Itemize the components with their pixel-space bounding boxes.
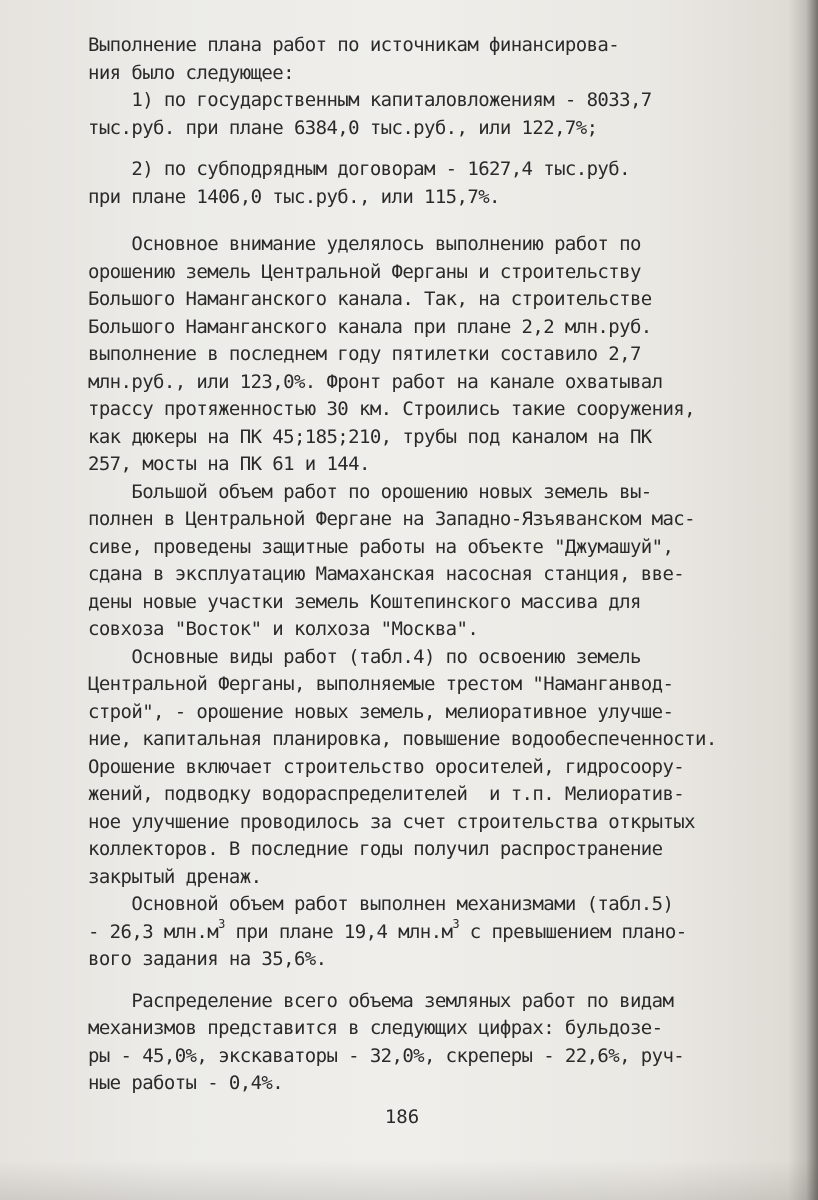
text-line: Распределение всего объема земляных работ по видам: [88, 989, 674, 1012]
paragraph-gap: [88, 974, 788, 988]
text-fragment: - 26,3 млн.м: [88, 920, 219, 943]
text-line: Основной объем работ выполнен механизмами (табл.5): [88, 893, 674, 915]
text-line: строй", - орошение новых земель, мелиоративное улучше-: [88, 700, 674, 723]
text-line: трассу протяженностью 30 км. Строились такие сооружения,: [88, 398, 695, 420]
paragraph-gap: [88, 211, 788, 231]
text-line: механизмов представится в следующих цифрах: бульдозе-: [88, 1017, 663, 1039]
text-line: дены новые участки земель Коштепинского массива для: [88, 590, 641, 613]
text-fragment: с превышением плано-: [458, 920, 687, 943]
page-bottom-shadow: [0, 1160, 818, 1200]
text-line: совхоза "Восток" и колхоза "Москва".: [88, 618, 479, 640]
superscript: 3: [452, 917, 459, 932]
text-line: Основное внимание уделялось выполнению работ по: [88, 233, 641, 255]
text-line: сиве, проведены защитные работы на объекте "Джумашуй",: [88, 535, 674, 558]
text-line: Центральной Ферганы, выполняемые трестом "Наманганвод-: [88, 673, 674, 695]
text-line: Большого Наманганского канала при плане 2,2 млн.руб.: [88, 315, 652, 338]
page-number: 186: [384, 1106, 420, 1128]
text-line: ное улучшение проводилось за счет строительства открытых: [88, 810, 695, 833]
text-line: тыс.руб. при плане 6384,0 тыс.руб., или 122,7%;: [88, 116, 598, 139]
text-line: Основные виды работ (табл.4) по освоению земель: [88, 645, 641, 668]
text-line: полнен в Центральной Фергане на Западно-Язъяванском мас-: [88, 508, 695, 530]
text-line: млн.руб., или 123,0%. Фронт работ на канале охватывал: [88, 370, 663, 393]
text-line: Большого Наманганского канала. Так, на строительстве: [88, 288, 652, 310]
text-line: при плане 1406,0 тыс.руб., или 115,7%.: [88, 185, 500, 208]
paragraph-gap: [88, 142, 788, 156]
text-fragment: при плане 19,4 млн.м: [224, 920, 453, 943]
text-line-with-superscript: [88, 919, 788, 947]
text-line: как дюкеры на ПК 45;185;210, трубы под каналом на ПК: [88, 425, 652, 448]
text-line: Орошение включает строительство оросителей, гидросоору-: [88, 755, 685, 778]
text-line: коллекторов. В последние годы получил распространение: [88, 838, 663, 860]
text-line: закрытый дренаж.: [88, 865, 262, 888]
text-line: ные работы - 0,4%.: [88, 1072, 284, 1094]
text-line: выполнение в последнем году пятилетки составило 2,7: [88, 343, 641, 365]
body-text: [88, 32, 788, 1098]
page-edge-shadow: [788, 0, 818, 1200]
superscript: 3: [218, 917, 225, 932]
text-line: вого задания на 35,6%.: [88, 948, 327, 970]
text-line: орошению земель Центральной Ферганы и строительству: [88, 260, 641, 283]
text-line: 2) по субподрядным договорам - 1627,4 тыс.руб.: [88, 158, 630, 180]
text-line: жений, подводку водораспределителей и т.п. Мелиоратив-: [88, 783, 685, 805]
text-line: Большой объем работ по орошению новых земель вы-: [88, 480, 652, 503]
text-line: 257, мосты на ПК 61 и 144.: [88, 453, 370, 475]
text-line: 1) по государственным капиталовложениям - 8033,7: [88, 89, 652, 111]
text-line: ния было следующее:: [88, 61, 294, 84]
text-line: сдана в эксплуатацию Мамаханская насосная станция, вве-: [88, 563, 685, 585]
text-line: ры - 45,0%, экскаваторы - 32,0%, скреперы - 22,6%, руч-: [88, 1044, 685, 1067]
text-line: Выполнение плана работ по источникам финансирова-: [88, 34, 620, 56]
text-line: ние, капитальная планировка, повышение водообеспеченности.: [88, 728, 717, 750]
